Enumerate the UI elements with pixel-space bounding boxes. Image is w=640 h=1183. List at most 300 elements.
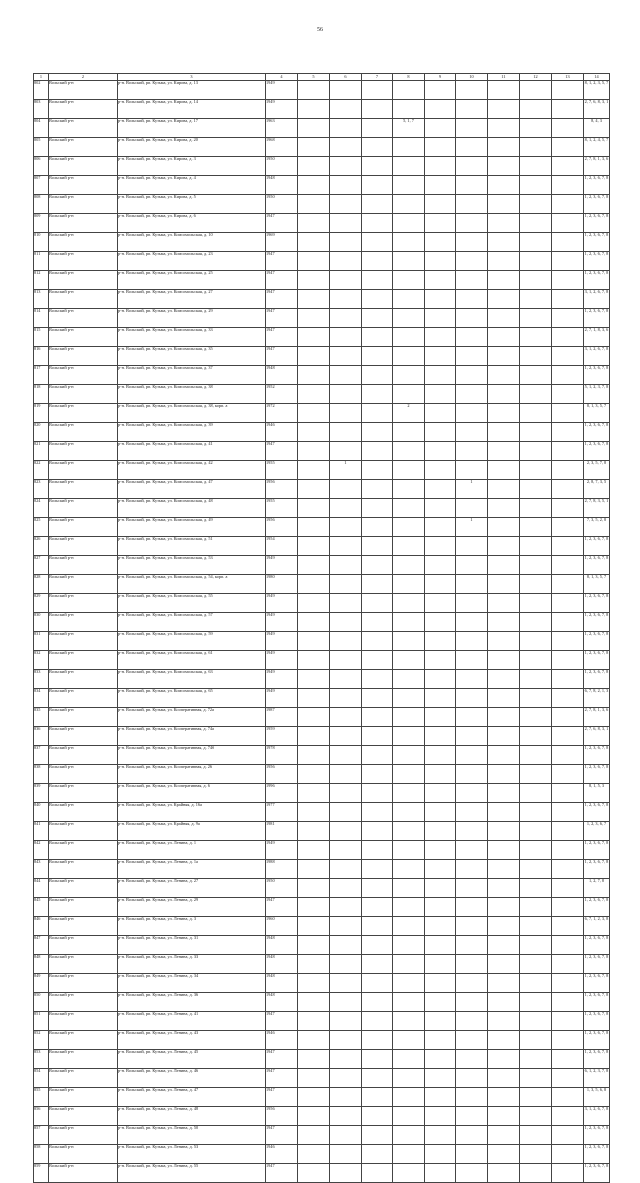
table-row: [34, 309, 610, 328]
year-cell: 1948: [266, 993, 298, 1012]
col-6-cell: [330, 575, 362, 594]
address-cell: р-н. Вольский, рп. Кузьма, ул. Комсомольская, д. 35: [118, 347, 266, 366]
col-12-cell: [520, 575, 552, 594]
col-12-cell: [520, 480, 552, 499]
col-11-cell: [488, 803, 520, 822]
row-number-cell: 836: [34, 727, 49, 746]
col-8-cell: [393, 993, 425, 1012]
col-6-cell: [330, 423, 362, 442]
year-cell: 1955: [266, 499, 298, 518]
col-9-cell: [425, 1145, 456, 1164]
col-8-cell: [393, 1088, 425, 1107]
col-9-cell: [425, 594, 456, 613]
district-cell: Вольский р-н: [49, 765, 118, 784]
work-codes-cell: 1, 2, 3, 6, 7, 8: [584, 1031, 610, 1050]
row-number-cell: 820: [34, 423, 49, 442]
col-12-cell: [520, 556, 552, 575]
col-11-cell: [488, 499, 520, 518]
row-number-cell: 856: [34, 1107, 49, 1126]
col-12-cell: [520, 347, 552, 366]
table-row: [34, 518, 610, 537]
address-cell: р-н. Вольский, рп. Кузьма, ул. Ленина, д. 45: [118, 1050, 266, 1069]
address-cell: р-н. Вольский, рп. Кузьма, ул. Кирова, д. 3: [118, 157, 266, 176]
col-13-cell: [552, 366, 584, 385]
address-cell: р-н. Вольский, рп. Кузьма, ул. Кирова, д. 14: [118, 100, 266, 119]
col-10-cell: [456, 765, 488, 784]
table-row: [34, 879, 610, 898]
col-7-cell: [362, 556, 393, 575]
work-codes-cell: 1, 2, 3, 6, 7, 8: [584, 252, 610, 271]
col-8-cell: [393, 233, 425, 252]
district-cell: Вольский р-н: [49, 860, 118, 879]
col-10-cell: [456, 1031, 488, 1050]
col-10-cell: [456, 347, 488, 366]
district-cell: Вольский р-н: [49, 917, 118, 936]
col-12-cell: [520, 708, 552, 727]
row-number-cell: 815: [34, 328, 49, 347]
col-7-cell: [362, 138, 393, 157]
table-row: [34, 290, 610, 309]
col-11-cell: [488, 784, 520, 803]
col-9-cell: [425, 746, 456, 765]
col-7-cell: [362, 385, 393, 404]
work-codes-cell: 1, 2, 3, 6, 7, 8: [584, 955, 610, 974]
row-number-cell: 852: [34, 1031, 49, 1050]
col-6-cell: [330, 157, 362, 176]
col-8-cell: [393, 917, 425, 936]
col-5-cell: [298, 252, 330, 271]
table-row: [34, 1145, 610, 1164]
col-6-cell: [330, 1126, 362, 1145]
col-5-cell: [298, 974, 330, 993]
col-5-cell: [298, 841, 330, 860]
table-row: [34, 993, 610, 1012]
district-cell: Вольский р-н: [49, 195, 118, 214]
table-row: [34, 860, 610, 879]
col-7-cell: [362, 575, 393, 594]
col-13-cell: [552, 385, 584, 404]
col-7-cell: [362, 879, 393, 898]
col-7-cell: [362, 936, 393, 955]
work-codes-cell: 8, 1, 2, 4, 5, 7: [584, 138, 610, 157]
col-8-cell: [393, 708, 425, 727]
col-13-cell: [552, 1164, 584, 1183]
address-cell: р-н. Вольский, рп. Кузьма, ул. Ленина, д. 50: [118, 1126, 266, 1145]
col-8-cell: [393, 1164, 425, 1183]
district-cell: Вольский р-н: [49, 822, 118, 841]
col-12-cell: [520, 309, 552, 328]
col-12-cell: [520, 860, 552, 879]
work-codes-cell: 8, 1, 2, 3, 5, 7: [584, 81, 610, 100]
district-cell: Вольский р-н: [49, 480, 118, 499]
col-9-cell: [425, 708, 456, 727]
col-11-cell: [488, 708, 520, 727]
col-5-cell: [298, 176, 330, 195]
col-10-cell: [456, 1107, 488, 1126]
year-cell: 1947: [266, 252, 298, 271]
col-6-cell: [330, 708, 362, 727]
col-11-cell: [488, 442, 520, 461]
col-12-cell: [520, 898, 552, 917]
row-number-cell: 812: [34, 271, 49, 290]
row-number-cell: 811: [34, 252, 49, 271]
col-5-cell: [298, 442, 330, 461]
col-5-cell: [298, 366, 330, 385]
col-5-cell: [298, 385, 330, 404]
col-13-cell: [552, 290, 584, 309]
column-header-12: 12: [520, 74, 552, 81]
col-8-cell: [393, 100, 425, 119]
table-row: [34, 974, 610, 993]
row-number-cell: 841: [34, 822, 49, 841]
district-cell: Вольский р-н: [49, 879, 118, 898]
table-row: [34, 176, 610, 195]
col-7-cell: [362, 119, 393, 138]
col-9-cell: [425, 860, 456, 879]
district-cell: Вольский р-н: [49, 537, 118, 556]
year-cell: 1948: [266, 366, 298, 385]
col-5-cell: [298, 100, 330, 119]
col-6-cell: [330, 1050, 362, 1069]
col-11-cell: [488, 1012, 520, 1031]
col-6-cell: [330, 480, 362, 499]
col-11-cell: [488, 100, 520, 119]
year-cell: 1952: [266, 385, 298, 404]
col-12-cell: [520, 119, 552, 138]
col-10-cell: [456, 309, 488, 328]
col-13-cell: [552, 860, 584, 879]
col-13-cell: [552, 480, 584, 499]
col-12-cell: [520, 100, 552, 119]
year-cell: 1946: [266, 1145, 298, 1164]
year-cell: 1977: [266, 803, 298, 822]
col-7-cell: [362, 955, 393, 974]
col-6-cell: [330, 1031, 362, 1050]
work-codes-cell: 6, 7, 8, 2, 1, 3: [584, 689, 610, 708]
district-cell: Вольский р-н: [49, 955, 118, 974]
col-7-cell: [362, 499, 393, 518]
col-8-cell: [393, 442, 425, 461]
col-6-cell: 1: [330, 461, 362, 480]
col-12-cell: [520, 822, 552, 841]
row-number-cell: 837: [34, 746, 49, 765]
col-10-cell: [456, 670, 488, 689]
row-number-cell: 814: [34, 309, 49, 328]
col-13-cell: [552, 955, 584, 974]
col-5-cell: [298, 404, 330, 423]
address-cell: р-н. Вольский, рп. Кузьма, ул. Комсомольская, д. 54, корп. а: [118, 575, 266, 594]
col-10-cell: [456, 290, 488, 309]
col-9-cell: [425, 993, 456, 1012]
col-10-cell: [456, 993, 488, 1012]
work-codes-cell: 1, 3, 5, 6, 8: [584, 1088, 610, 1107]
col-11-cell: [488, 575, 520, 594]
col-8-cell: [393, 727, 425, 746]
col-6-cell: [330, 803, 362, 822]
col-10-cell: [456, 594, 488, 613]
district-cell: Вольский р-н: [49, 689, 118, 708]
col-9-cell: [425, 841, 456, 860]
year-cell: 1947: [266, 1164, 298, 1183]
table-row: [34, 651, 610, 670]
address-cell: р-н. Вольский, рп. Кузьма, ул. Кирова, д. 5: [118, 195, 266, 214]
table-row: [34, 1164, 610, 1183]
col-11-cell: [488, 727, 520, 746]
col-5-cell: [298, 784, 330, 803]
row-number-cell: 828: [34, 575, 49, 594]
col-10-cell: [456, 328, 488, 347]
year-cell: 1949: [266, 81, 298, 100]
col-12-cell: [520, 594, 552, 613]
work-codes-cell: 1, 2, 3, 6, 7, 8: [584, 366, 610, 385]
col-10-cell: [456, 423, 488, 442]
col-9-cell: [425, 974, 456, 993]
district-cell: Вольский р-н: [49, 176, 118, 195]
year-cell: 1956: [266, 765, 298, 784]
col-10-cell: [456, 1164, 488, 1183]
row-number-cell: 819: [34, 404, 49, 423]
col-7-cell: [362, 708, 393, 727]
work-codes-cell: 8, 1, 3, 5, 7: [584, 575, 610, 594]
col-6-cell: [330, 689, 362, 708]
col-8-cell: [393, 366, 425, 385]
col-6-cell: [330, 1069, 362, 1088]
col-6-cell: [330, 822, 362, 841]
col-10-cell: [456, 157, 488, 176]
col-7-cell: [362, 594, 393, 613]
col-7-cell: [362, 366, 393, 385]
col-8-cell: [393, 936, 425, 955]
col-9-cell: [425, 537, 456, 556]
col-13-cell: [552, 461, 584, 480]
work-codes-cell: 1, 2, 3, 6, 7, 8: [584, 651, 610, 670]
col-9-cell: [425, 404, 456, 423]
address-cell: р-н. Вольский, рп. Кузьма, ул. Ленина, д. 55: [118, 1164, 266, 1183]
col-6-cell: [330, 955, 362, 974]
col-10-cell: [456, 746, 488, 765]
col-10-cell: [456, 138, 488, 157]
work-codes-cell: 1, 2, 3, 6, 7, 8: [584, 1126, 610, 1145]
column-header-9: 9: [425, 74, 456, 81]
district-cell: Вольский р-н: [49, 252, 118, 271]
col-10-cell: [456, 784, 488, 803]
col-10-cell: [456, 556, 488, 575]
col-13-cell: [552, 708, 584, 727]
col-8-cell: [393, 385, 425, 404]
work-codes-cell: 1, 2, 3, 6, 7, 8: [584, 537, 610, 556]
col-10-cell: [456, 955, 488, 974]
col-8-cell: [393, 765, 425, 784]
district-cell: Вольский р-н: [49, 1069, 118, 1088]
col-7-cell: [362, 841, 393, 860]
address-cell: р-н. Вольский, рп. Кузьма, ул. Комсомольская, д. 23: [118, 252, 266, 271]
row-number-cell: 834: [34, 689, 49, 708]
col-9-cell: [425, 119, 456, 138]
col-10-cell: [456, 936, 488, 955]
year-cell: 1949: [266, 841, 298, 860]
col-5-cell: [298, 556, 330, 575]
year-cell: 1960: [266, 917, 298, 936]
row-number-cell: 849: [34, 974, 49, 993]
col-13-cell: [552, 727, 584, 746]
col-10-cell: [456, 1088, 488, 1107]
col-6-cell: [330, 1164, 362, 1183]
district-cell: Вольский р-н: [49, 1145, 118, 1164]
col-9-cell: [425, 271, 456, 290]
col-9-cell: [425, 480, 456, 499]
col-11-cell: [488, 594, 520, 613]
col-12-cell: [520, 841, 552, 860]
col-9-cell: [425, 727, 456, 746]
col-8-cell: [393, 689, 425, 708]
col-13-cell: [552, 347, 584, 366]
col-8-cell: [393, 461, 425, 480]
col-5-cell: [298, 708, 330, 727]
col-12-cell: [520, 1126, 552, 1145]
year-cell: 1947: [266, 898, 298, 917]
address-cell: р-н. Вольский, рп. Кузьма, ул. Кооперативная, д. 74а: [118, 727, 266, 746]
year-cell: 1948: [266, 955, 298, 974]
col-10-cell: [456, 727, 488, 746]
table-row: [34, 670, 610, 689]
col-10-cell: [456, 271, 488, 290]
table-row: [34, 1126, 610, 1145]
col-10-cell: [456, 233, 488, 252]
col-7-cell: [362, 423, 393, 442]
district-cell: Вольский р-н: [49, 1107, 118, 1126]
address-cell: р-н. Вольский, рп. Кузьма, ул. Кооперативная, д. 6: [118, 784, 266, 803]
district-cell: Вольский р-н: [49, 499, 118, 518]
col-5-cell: [298, 328, 330, 347]
col-7-cell: [362, 290, 393, 309]
col-12-cell: [520, 499, 552, 518]
col-13-cell: [552, 613, 584, 632]
col-5-cell: [298, 1012, 330, 1031]
row-number-cell: 858: [34, 1145, 49, 1164]
col-10-cell: [456, 1126, 488, 1145]
col-12-cell: [520, 1012, 552, 1031]
col-13-cell: [552, 689, 584, 708]
address-cell: р-н. Вольский, рп. Кузьма, ул. Кирова, д. 13: [118, 81, 266, 100]
col-12-cell: [520, 1164, 552, 1183]
col-5-cell: [298, 214, 330, 233]
col-6-cell: [330, 271, 362, 290]
col-7-cell: [362, 271, 393, 290]
year-cell: 1947: [266, 214, 298, 233]
table-row: [34, 689, 610, 708]
col-7-cell: [362, 917, 393, 936]
col-12-cell: [520, 1088, 552, 1107]
work-codes-cell: 2, 7, 6, 8, 3, 1: [584, 100, 610, 119]
col-13-cell: [552, 442, 584, 461]
col-6-cell: [330, 556, 362, 575]
col-9-cell: [425, 176, 456, 195]
row-number-cell: 817: [34, 366, 49, 385]
row-number-cell: 818: [34, 385, 49, 404]
col-10-cell: [456, 366, 488, 385]
row-number-cell: 851: [34, 1012, 49, 1031]
col-7-cell: [362, 613, 393, 632]
col-13-cell: [552, 214, 584, 233]
row-number-cell: 823: [34, 480, 49, 499]
table-row: [34, 898, 610, 917]
col-11-cell: [488, 898, 520, 917]
col-10-cell: [456, 195, 488, 214]
col-11-cell: [488, 404, 520, 423]
col-12-cell: [520, 214, 552, 233]
col-6-cell: [330, 347, 362, 366]
col-9-cell: [425, 214, 456, 233]
col-11-cell: [488, 746, 520, 765]
table-row: [34, 537, 610, 556]
col-8-cell: [393, 651, 425, 670]
col-7-cell: [362, 1088, 393, 1107]
col-10-cell: [456, 879, 488, 898]
table-row: [34, 632, 610, 651]
year-cell: 1947: [266, 1126, 298, 1145]
year-cell: 1948: [266, 974, 298, 993]
col-11-cell: [488, 518, 520, 537]
address-cell: р-н. Вольский, рп. Кузьма, ул. Крайняя, д. 9а: [118, 822, 266, 841]
work-codes-cell: 1, 2, 3, 6, 7, 8: [584, 233, 610, 252]
col-9-cell: [425, 81, 456, 100]
col-8-cell: [393, 860, 425, 879]
col-11-cell: [488, 974, 520, 993]
col-9-cell: [425, 651, 456, 670]
col-10-cell: [456, 841, 488, 860]
col-13-cell: [552, 670, 584, 689]
district-cell: Вольский р-н: [49, 423, 118, 442]
col-11-cell: [488, 195, 520, 214]
district-cell: Вольский р-н: [49, 290, 118, 309]
address-cell: р-н. Вольский, рп. Кузьма, ул. Комсомольская, д. 53: [118, 556, 266, 575]
col-6-cell: [330, 499, 362, 518]
col-5-cell: [298, 1107, 330, 1126]
col-5-cell: [298, 689, 330, 708]
col-13-cell: [552, 1012, 584, 1031]
col-12-cell: [520, 955, 552, 974]
col-7-cell: [362, 1107, 393, 1126]
row-number-cell: 807: [34, 176, 49, 195]
col-12-cell: [520, 803, 552, 822]
col-5-cell: [298, 518, 330, 537]
col-7-cell: [362, 727, 393, 746]
col-9-cell: [425, 499, 456, 518]
col-10-cell: [456, 708, 488, 727]
col-11-cell: [488, 309, 520, 328]
col-11-cell: [488, 157, 520, 176]
col-13-cell: [552, 309, 584, 328]
col-13-cell: [552, 1031, 584, 1050]
col-5-cell: [298, 993, 330, 1012]
col-10-cell: [456, 1012, 488, 1031]
row-number-cell: 848: [34, 955, 49, 974]
district-cell: Вольский р-н: [49, 461, 118, 480]
address-cell: р-н. Вольский, рп. Кузьма, ул. Ленина, д. 53: [118, 1145, 266, 1164]
district-cell: Вольский р-н: [49, 784, 118, 803]
table-row: [34, 784, 610, 803]
col-8-cell: [393, 138, 425, 157]
col-6-cell: [330, 651, 362, 670]
col-6-cell: [330, 670, 362, 689]
row-number-cell: 821: [34, 442, 49, 461]
table-row: [34, 214, 610, 233]
table-row: [34, 594, 610, 613]
col-5-cell: [298, 955, 330, 974]
column-number-header-row: [34, 74, 610, 81]
col-10-cell: [456, 537, 488, 556]
col-6-cell: [330, 537, 362, 556]
